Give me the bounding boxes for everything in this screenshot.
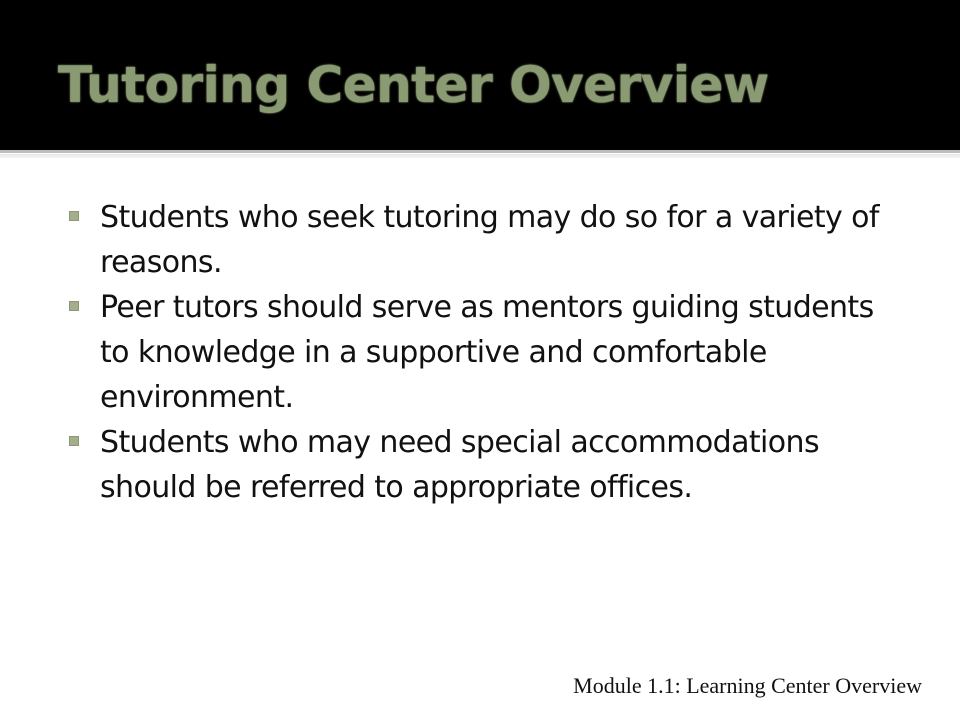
- title-bar: [0, 0, 960, 150]
- square-bullet-icon: [69, 211, 79, 221]
- bullet-text: Peer tutors should serve as mentors guiding students to knowledge in a supportive and comfortable environment.: [100, 290, 874, 415]
- bullet-item: [66, 285, 896, 420]
- bullet-item: [66, 420, 896, 510]
- slide-footer: Module 1.1: Learning Center Overview: [573, 673, 922, 698]
- square-bullet-icon: [69, 436, 79, 446]
- title-divider: [0, 150, 960, 153]
- square-bullet-icon: [69, 301, 79, 311]
- bullet-list: [66, 195, 896, 510]
- bullet-text: Students who seek tutoring may do so for a variety of reasons.: [100, 200, 879, 280]
- bullet-text: Students who may need special accommodations should be referred to appropriate offices.: [100, 425, 819, 505]
- title-divider-shadow: [0, 154, 960, 158]
- bullet-item: [66, 195, 896, 285]
- slide-title: Tutoring Center Overview: [58, 56, 769, 114]
